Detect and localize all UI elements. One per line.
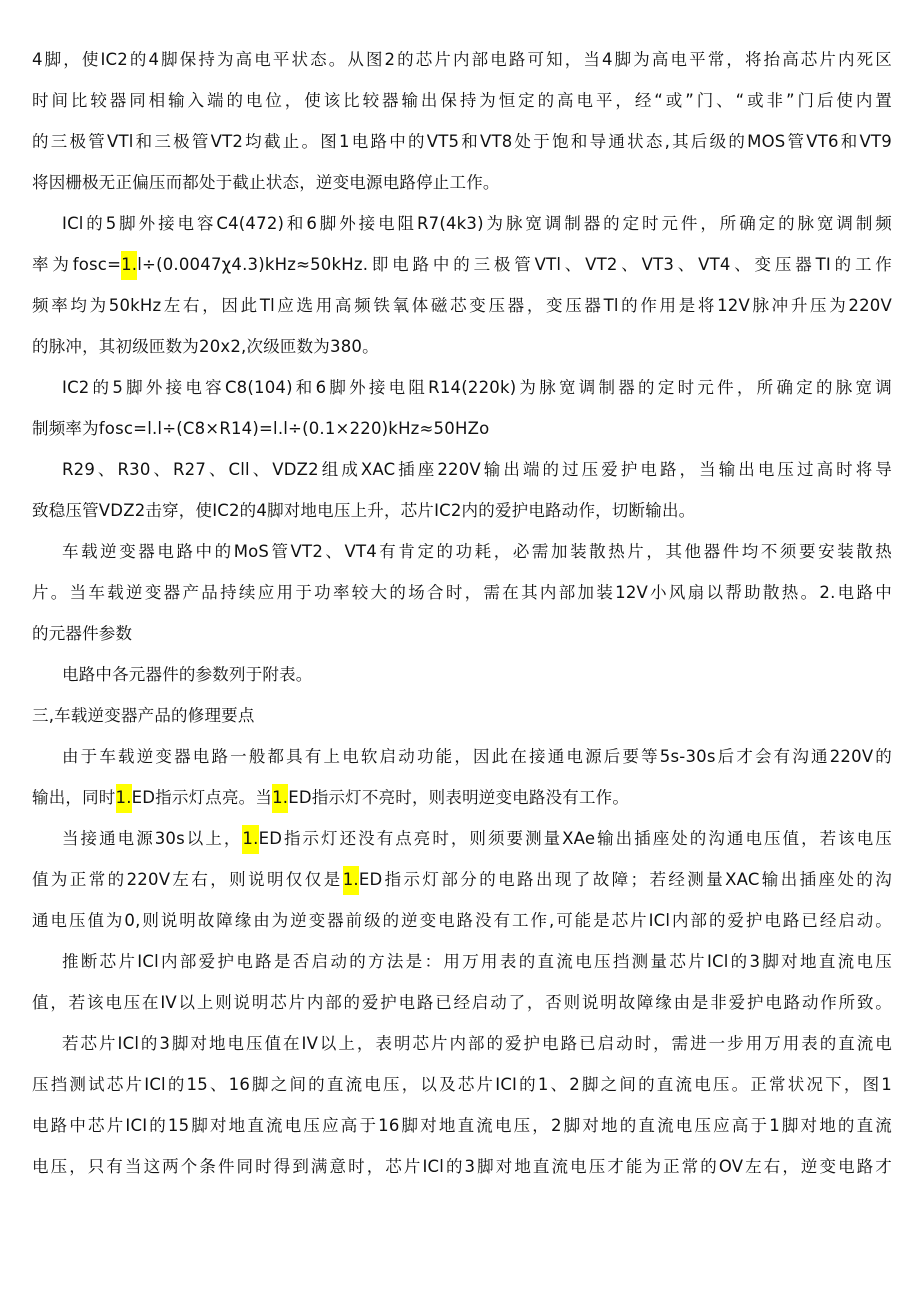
text-line [32,538,892,579]
highlighted-text: 1. [242,825,258,854]
text-line [32,456,892,497]
text-line [32,702,892,743]
paragraph [32,661,892,702]
text-line [32,866,892,907]
text-line [32,620,892,661]
text-segment: 通电压值为0,则说明故障缘由为逆变器前级的逆变电路没有工作,可能是芯片ICl内部的爱护电路已经启动。 [32,911,892,930]
text-line [32,1030,892,1071]
text-line [32,333,892,374]
text-segment: ED指示灯还没有点亮时，则须要测量XAe输出插座处的沟通电压值，若该电压 [258,829,892,848]
text-line [32,210,892,251]
text-segment: 时间比较器同相输入端的电位，使该比较器输出保持为恒定的高电平，经“或”门、“或非”门后使内置 [32,91,892,110]
text-line [32,46,892,87]
text-segment: 将因栅极无正偏压而都处于截止状态，逆变电源电路停止工作。 [32,173,500,192]
text-segment: ED指示灯不亮时，则表明逆变电路没有工作。 [288,788,630,807]
paragraph [32,825,892,948]
text-line [32,825,892,866]
paragraph [32,743,892,825]
text-segment: 4脚，使IC2的4脚保持为高电平状态。从图2的芯片内部电路可知，当4脚为高电平常，将抬高芯片内死区 [32,50,892,69]
text-segment: 的三极管VTl和三极管VT2均截止。图1电路中的VT5和VT8处于饱和导通状态,其后级的MOS管VT6和VT9 [32,132,892,151]
document-page [32,46,892,1194]
text-segment: 的元器件参数 [32,624,133,643]
text-segment: 当接通电源30s以上， [62,829,243,848]
paragraph [32,948,892,1030]
text-line [32,415,892,456]
text-segment: 值为正常的220V左右，则说明仅仅是 [32,870,343,889]
text-segment: 由于车载逆变器电路一般都具有上电软启动功能，因此在接通电源后要等5s-30s后才会有沟通220V的 [62,747,892,766]
paragraph [32,538,892,661]
text-segment: ED指示灯部分的电路出现了故障；若经测量XAC输出插座处的沟 [358,870,893,889]
text-segment: l÷(0.0047χ4.3)kHz≈50kHz.即电路中的三极管VTl、VT2、VT3、VT4、变压器TI的工作 [137,255,892,274]
text-segment: ICl的5脚外接电容C4(472)和6脚外接电阻R7(4k3)为脉宽调制器的定时元件，所确定的脉宽调制频 [62,214,892,233]
text-line [32,989,892,1030]
text-line [32,1071,892,1112]
paragraph [32,46,892,210]
text-line [32,497,892,538]
text-segment: 三,车载逆变器产品的修理要点 [32,706,255,725]
text-line [32,948,892,989]
text-line [32,661,892,702]
text-line [32,128,892,169]
highlighted-text: 1. [272,784,288,813]
text-line [32,169,892,210]
text-segment: R29、R30、R27、Cll、VDZ2组成XAC插座220V输出端的过压爱护电路，当输出电压过高时将导 [62,460,892,479]
text-line [32,374,892,415]
text-line [32,743,892,784]
text-line [32,292,892,333]
text-segment: 率为fosc= [32,255,122,274]
text-segment: 车载逆变器电路中的MoS管VT2、VT4有肯定的功耗，必需加装散热片，其他器件均不须要安装散热 [62,542,892,561]
paragraph [32,210,892,374]
text-line [32,1112,892,1153]
text-segment: 制频率为fosc=l.l÷(C8×R14)=l.l÷(0.1×220)kHz≈50HZo [32,419,490,438]
text-segment: 推断芯片ICl内部爱护电路是否启动的方法是：用万用表的直流电压挡测量芯片ICl的3脚对地直流电压 [62,952,892,971]
text-segment: 值，若该电压在IV以上则说明芯片内部的爱护电路已经启动了，否则说明故障缘由是非爱护电路动作所致。 [32,993,892,1012]
paragraph [32,702,892,743]
text-segment: IC2的5脚外接电容C8(104)和6脚外接电阻R14(220k)为脉宽调制器的定时元件，所确定的脉宽调 [62,378,892,397]
text-line [32,87,892,128]
highlighted-text: 1. [121,251,137,280]
text-segment: 电路中芯片ICI的15脚对地直流电压应高于16脚对地直流电压，2脚对地的直流电压应高于1脚对地的直流 [32,1116,892,1135]
text-line [32,251,892,292]
paragraph [32,1030,892,1194]
text-segment: 电压，只有当这两个条件同时得到满意时，芯片ICl的3脚对地直流电压才能为正常的OV左右，逆变电路才 [32,1157,892,1176]
text-line [32,907,892,948]
highlighted-text: 1. [116,784,132,813]
text-segment: 频率均为50kHz左右，因此Tl应选用高频铁氧体磁芯变压器，变压器Tl的作用是将12V脉冲升压为220V [32,296,892,315]
text-segment: 输出，同时 [32,788,116,807]
text-segment: 致稳压管VDZ2击穿，使IC2的4脚对地电压上升，芯片IC2内的爱护电路动作，切断输出。 [32,501,696,520]
text-segment: 压挡测试芯片ICl的15、16脚之间的直流电压，以及芯片ICI的1、2脚之间的直流电压。正常状况下，图1 [32,1075,892,1094]
text-line [32,784,892,825]
text-segment: 片。当车载逆变器产品持续应用于功率较大的场合时，需在其内部加装12V小风扇以帮助散热。2.电路中 [32,583,892,602]
text-line [32,1153,892,1194]
highlighted-text: 1. [343,866,359,895]
text-segment: 的脉冲，其初级匝数为20x2,次级匝数为380。 [32,337,379,356]
text-segment: 电路中各元器件的参数列于附表。 [62,665,313,684]
text-segment: ED指示灯点亮。当 [131,788,273,807]
text-line [32,579,892,620]
text-segment: 若芯片ICl的3脚对地电压值在IV以上，表明芯片内部的爱护电路已启动时，需进一步用万用表的直流电 [62,1034,892,1053]
paragraph [32,374,892,456]
paragraph [32,456,892,538]
